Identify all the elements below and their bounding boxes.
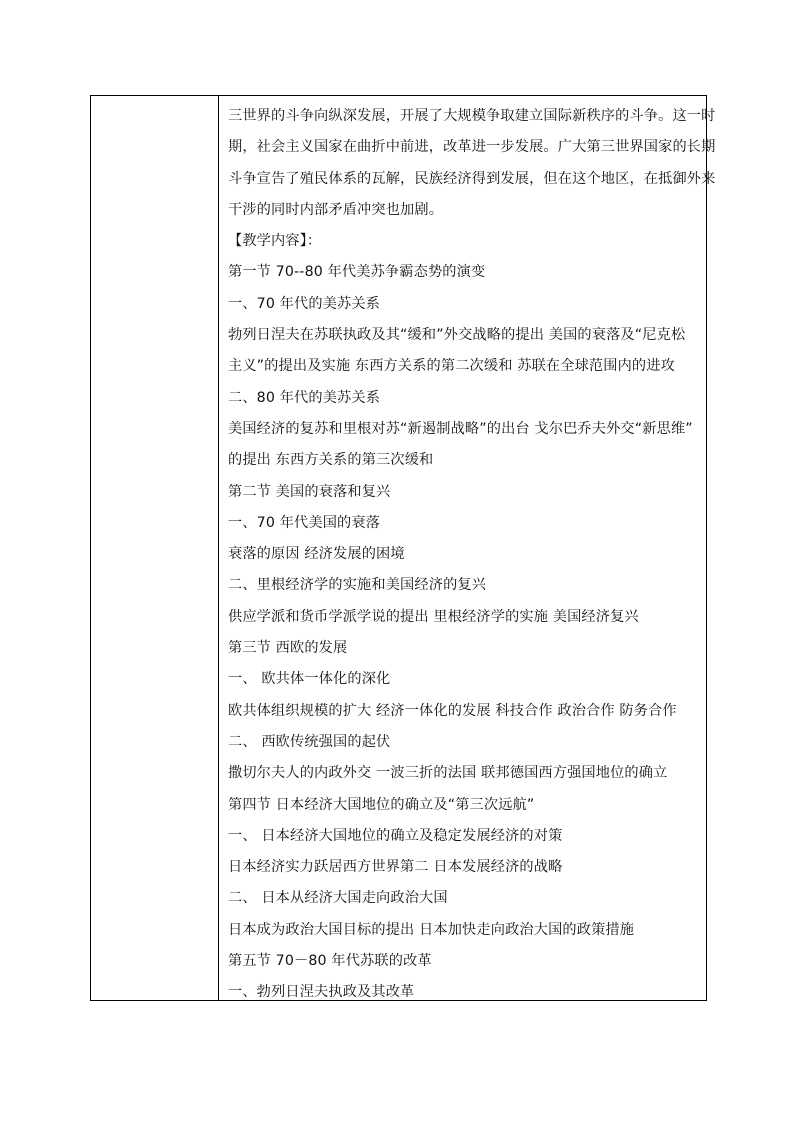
text-line: 日本成为政治大国目标的提出 日本加快走向政治大国的政策措施 — [228, 921, 635, 938]
text-line: 美国经济的复苏和里根对苏“新遏制战略”的出台 戈尔巴乔夫外交“新思维” — [228, 420, 693, 437]
subsection-title: 二、 西欧传统强国的起伏 — [228, 733, 391, 750]
text-line: 衰落的原因 经济发展的困境 — [228, 546, 405, 563]
subsection-title: 一、 欧共体一体化的深化 — [228, 671, 391, 688]
text-line: 供应学派和货币学派学说的提出 里根经济学的实施 美国经济复兴 — [228, 608, 639, 625]
text-line: 欧共体组织规模的扩大 经济一体化的发展 科技合作 政治合作 防务合作 — [228, 702, 677, 719]
subsection-title: 二、80 年代的美苏关系 — [228, 389, 381, 406]
section-title: 第三节 西欧的发展 — [228, 640, 348, 657]
subsection-title: 一、70 年代的美苏关系 — [228, 295, 381, 312]
subsection-title: 一、 日本经济大国地位的确立及稳定发展经济的对策 — [228, 827, 563, 844]
subsection-title: 一、勃列日涅夫执政及其改革 — [228, 984, 415, 1001]
text-line: 斗争宣告了殖民体系的瓦解，民族经济得到发展，但在这个地区，在抵御外来 — [228, 170, 716, 187]
text-line: 主义”的提出及实施 东西方关系的第二次缓和 苏联在全球范围内的进攻 — [228, 358, 675, 375]
text-line: 日本经济实力跃居西方世界第二 日本发展经济的战略 — [228, 859, 563, 876]
left-column-cell — [91, 96, 219, 1000]
subsection-title: 二、里根经济学的实施和美国经济的复兴 — [228, 577, 487, 594]
text-line: 三世界的斗争向纵深发展，开展了大规模争取建立国际新秩序的斗争。这一时 — [228, 108, 716, 124]
text-line: 勃列日涅夫在苏联执政及其“缓和”外交战略的提出 美国的衰落及“尼克松 — [228, 327, 686, 344]
lesson-table — [90, 95, 716, 1001]
subsection-title: 二、 日本从经济大国走向政治大国 — [228, 890, 448, 907]
section-heading: 【教学内容】： — [228, 233, 322, 250]
subsection-title: 一、70 年代美国的衰落 — [228, 514, 381, 531]
text-line: 的提出 东西方关系的第三次缓和 — [228, 452, 434, 469]
text-line: 干涉的同时内部矛盾冲突也加剧。 — [228, 201, 444, 218]
content-cell — [219, 96, 716, 1001]
section-title: 第四节 日本经济大国地位的确立及“第三次远航” — [228, 796, 535, 813]
text-line: 期，社会主义国家在曲折中前进，改革进一步发展。广大第三世界国家的长期 — [228, 139, 716, 156]
section-title: 第五节 70－80 年代苏联的改革 — [228, 953, 432, 970]
section-title: 第一节 70--80 年代美苏争霸态势的演变 — [228, 264, 486, 281]
content-text — [228, 101, 716, 1009]
section-title: 第二节 美国的衰落和复兴 — [228, 483, 391, 500]
text-line: 撒切尔夫人的内政外交 一波三折的法国 联邦德国西方强国地位的确立 — [228, 765, 668, 782]
